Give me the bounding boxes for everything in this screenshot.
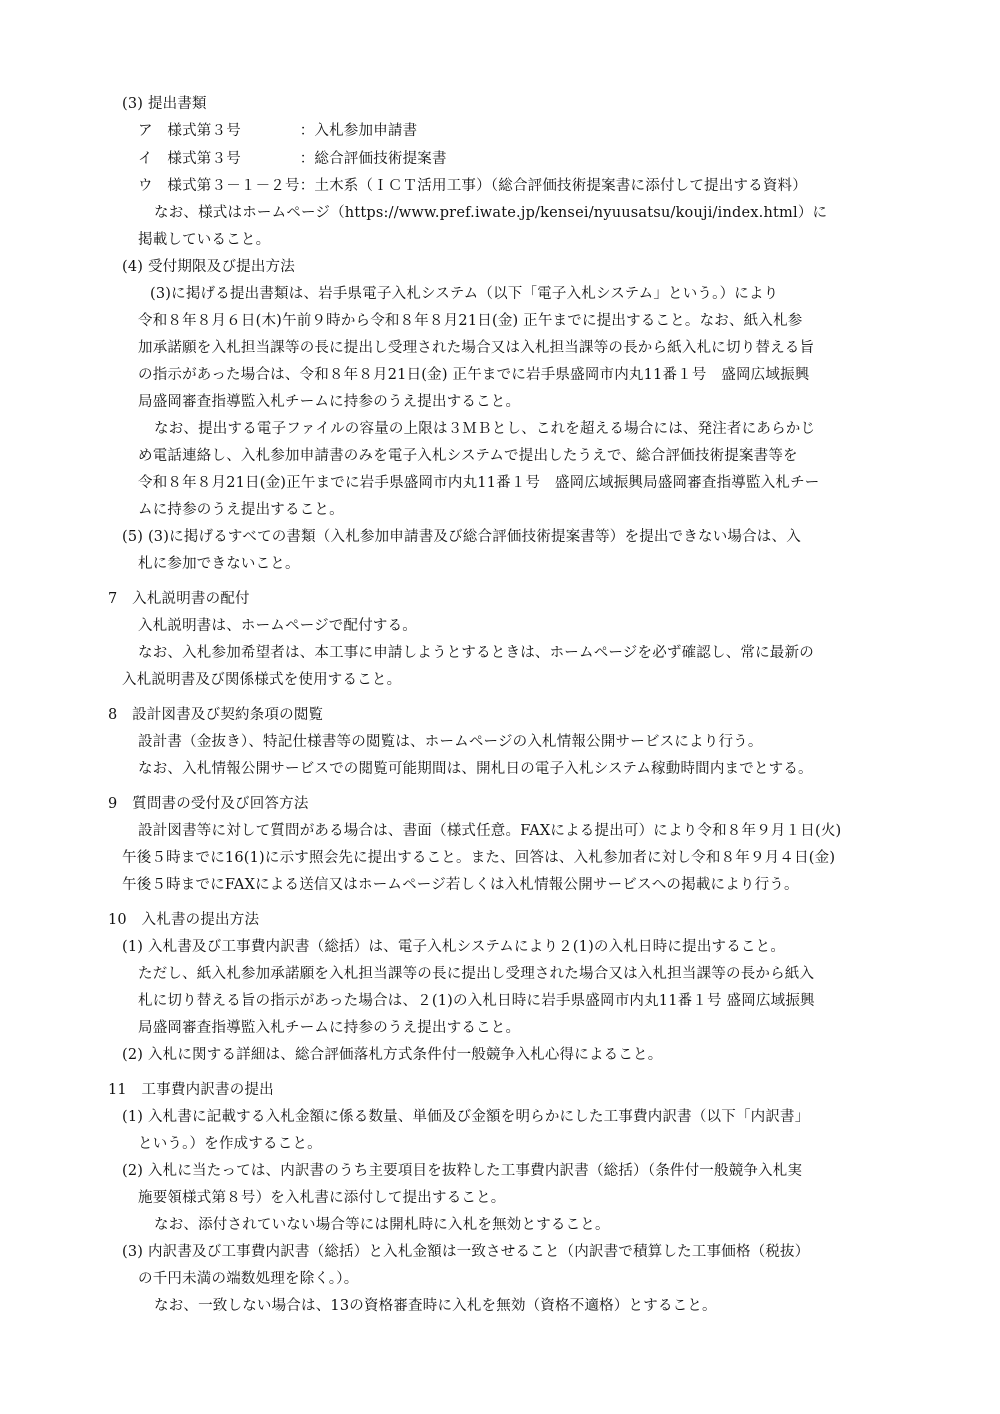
paragraph-line: なお、様式はホームページ（https://www.pref.iwate.jp/kensei/nyuusatsu/kouji/index.html）に [154, 205, 828, 221]
paragraph-line: の千円未満の端数処理を除く。）。 [138, 1271, 359, 1287]
list-item-i: イ 様式第３号 ：総合評価技術提案書 [138, 151, 447, 167]
paragraph-line: 局盛岡審査指導監入札チームに持参のうえ提出すること。 [138, 1020, 521, 1036]
paragraph-line: 札に参加できないこと。 [138, 556, 300, 572]
paragraph-line: ただし、紙入札参加承諾願を入札担当課等の長に提出し受理された場合又は入札担当課等の長から紙入 [138, 966, 815, 982]
paragraph-line: 午後５時までに16(1)に示す照会先に提出すること。また、回答は、入札参加者に対し令和８年９月４日(金) [122, 850, 836, 866]
paragraph-line: 掲載していること。 [138, 232, 271, 248]
paragraph-line: 午後５時までにFAXによる送信又はホームページ若しくは入札情報公開サービスへの掲載により行う。 [122, 877, 799, 893]
paragraph-line: の指示があった場合は、令和８年８月21日(金) 正午までに岩手県盛岡市内丸11番１号 盛岡広域振興 [138, 367, 810, 383]
paragraph-line: なお、一致しない場合は、13の資格審査時に入札を無効（資格不適格）とすること。 [154, 1298, 717, 1314]
paragraph-line: ムに持参のうえ提出すること。 [138, 502, 344, 518]
list-item-2: (2) 入札に当たっては、内訳書のうち主要項目を抜粋した工事費内訳書（総括）（条件付一般競争入札実 [122, 1163, 803, 1179]
paragraph-line: 設計書（金抜き）、特記仕様書等の閲覧は、ホームページの入札情報公開サービスにより行う。 [138, 734, 763, 750]
list-item-2: (2) 入札に関する詳細は、総合評価落札方式条件付一般競争入札心得によること。 [122, 1047, 663, 1063]
paragraph-line: 施要領様式第８号）を入札書に添付して提出すること。 [138, 1190, 506, 1206]
paragraph-line: 令和８年８月21日(金)正午までに岩手県盛岡市内丸11番１号 盛岡広域振興局盛岡審査指導監入札チー [138, 475, 820, 491]
heading-deadline: (4) 受付期限及び提出方法 [122, 259, 295, 275]
section-heading-7: 7 入札説明書の配付 [108, 591, 250, 607]
section-heading-10: 10 入札書の提出方法 [108, 912, 260, 928]
paragraph-line: 局盛岡審査指導監入札チームに持参のうえ提出すること。 [138, 394, 521, 410]
paragraph-line: という。）を作成すること。 [138, 1136, 322, 1152]
section-heading-11: 11 工事費内訳書の提出 [108, 1082, 274, 1098]
paragraph-line: なお、提出する電子ファイルの容量の上限は３ＭＢとし、これを超える場合には、発注者にあらかじ [154, 421, 816, 437]
section-heading-8: 8 設計図書及び契約条項の閲覧 [108, 707, 324, 723]
paragraph-line: (3)に掲げる提出書類は、岩手県電子入札システム（以下「電子入札システム」という。）により [150, 286, 779, 302]
list-item-u: ウ 様式第３－１－２号：土木系（ＩＣＴ活用工事）（総合評価技術提案書に添付して提出する資料） [138, 178, 807, 194]
list-item-5: (5) (3)に掲げるすべての書類（入札参加申請書及び総合評価技術提案書等）を提出できない場合は、入 [122, 529, 801, 545]
paragraph-line: 入札説明書は、ホームページで配付する。 [138, 618, 418, 634]
list-item-3: (3) 内訳書及び工事費内訳書（総括）と入札金額は一致させること（内訳書で積算した工事価格（税抜） [122, 1244, 810, 1260]
section-heading-9: 9 質問書の受付及び回答方法 [108, 796, 309, 812]
paragraph-line: なお、入札情報公開サービスでの閲覧可能期間は、開札日の電子入札システム稼動時間内までとする。 [138, 761, 813, 777]
paragraph-line: 令和８年８月６日(木)午前９時から令和８年８月21日(金) 正午までに提出すること。なお、紙入札参 [138, 313, 803, 329]
paragraph-line: 加承諾願を入札担当課等の長に提出し受理された場合又は入札担当課等の長から紙入札に切り替える旨 [138, 340, 815, 356]
heading-submit-documents: (3) 提出書類 [122, 96, 207, 112]
list-item-1: (1) 入札書に記載する入札金額に係る数量、単価及び金額を明らかにした工事費内訳書（以下「内訳書」 [122, 1109, 810, 1125]
list-item-a: ア 様式第３号 ：入札参加申請書 [138, 123, 418, 139]
paragraph-line: 札に切り替える旨の指示があった場合は、２(1)の入札日時に岩手県盛岡市内丸11番１号 盛岡広域振興 [138, 993, 815, 1009]
paragraph-line: 設計図書等に対して質問がある場合は、書面（様式任意。FAXによる提出可）により令和８年９月１日(火) [138, 823, 842, 839]
paragraph-line: なお、添付されていない場合等には開札時に入札を無効とすること。 [154, 1217, 610, 1233]
paragraph-line: なお、入札参加希望者は、本工事に申請しようとするときは、ホームページを必ず確認し、常に最新の [138, 645, 814, 661]
paragraph-line: 入札説明書及び関係様式を使用すること。 [122, 672, 402, 688]
list-item-1: (1) 入札書及び工事費内訳書（総括）は、電子入札システムにより２(1)の入札日時に提出すること。 [122, 939, 786, 955]
paragraph-line: め電話連絡し、入札参加申請書のみを電子入札システムで提出したうえで、総合評価技術提案書等を [138, 448, 798, 464]
